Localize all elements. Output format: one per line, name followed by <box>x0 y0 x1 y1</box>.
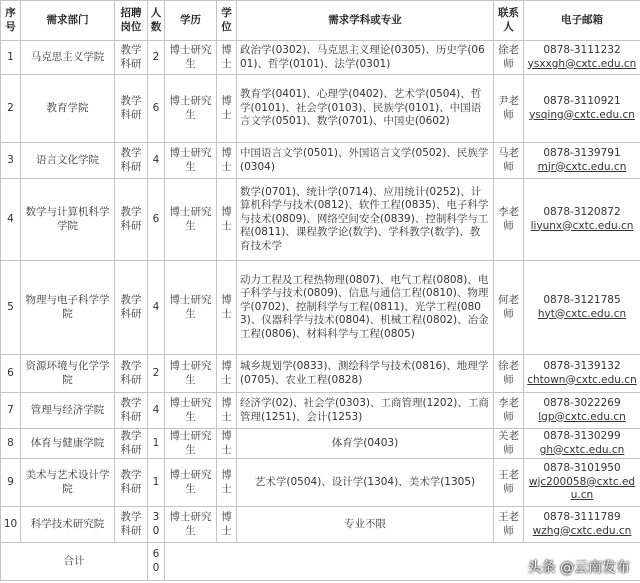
row-contact-info <box>524 179 640 261</box>
row-post: 教学科研 <box>115 459 148 507</box>
row-no: 6 <box>1 355 21 393</box>
header-row <box>1 1 640 41</box>
row-contact-info <box>524 143 640 179</box>
row-degree: 博士研究生 <box>165 393 217 429</box>
email-link[interactable]: ysxxgh@cxtc.edu.cn <box>527 57 637 70</box>
row-contact-info <box>524 355 640 393</box>
row-dept: 管理与经济学院 <box>21 393 115 429</box>
row-count: 6 <box>148 179 165 261</box>
row-post: 教学科研 <box>115 429 148 459</box>
row-degree: 博士研究生 <box>165 75 217 143</box>
row-level: 博士 <box>217 143 237 179</box>
phone: 0878-3111232 <box>543 44 621 56</box>
table-row <box>1 41 640 75</box>
row-level: 博士 <box>217 355 237 393</box>
row-no: 8 <box>1 429 21 459</box>
email-link[interactable]: wjc200058@cxtc.edu.cn <box>528 475 636 502</box>
row-post: 教学科研 <box>115 393 148 429</box>
email-link[interactable]: ysqing@cxtc.edu.cn <box>529 108 635 121</box>
table-row <box>1 261 640 355</box>
row-count: 30 <box>148 507 165 543</box>
row-post: 教学科研 <box>115 143 148 179</box>
row-post: 教学科研 <box>115 261 148 355</box>
row-count: 4 <box>148 261 165 355</box>
watermark-text: 头条 @云南发布 <box>527 560 630 576</box>
row-degree: 博士研究生 <box>165 459 217 507</box>
row-no: 1 <box>1 41 21 75</box>
header-dept: 需求部门 <box>21 1 115 41</box>
row-contact: 王老师 <box>494 459 524 507</box>
row-major: 动力工程及工程热物理(0807)、电气工程(0808)、电子科学与技术(0809)、信息与通信工程(0810)、物理学(0702)、控制科学与工程(0811)、光学工程(0803)、仪器科学与技术(0804)、机械工程(0802)、冶金工程(0806)、材料科学与工程(0805) <box>237 261 494 355</box>
phone: 0878-3120872 <box>543 206 621 218</box>
phone: 0878-3022269 <box>543 397 621 409</box>
row-level: 博士 <box>217 393 237 429</box>
phone: 0878-3139791 <box>543 147 621 159</box>
row-no: 7 <box>1 393 21 429</box>
phone: 0878-3139132 <box>543 360 621 372</box>
row-post: 教学科研 <box>115 179 148 261</box>
header-count: 人数 <box>148 1 165 41</box>
row-level: 博士 <box>217 41 237 75</box>
row-contact: 徐老师 <box>494 41 524 75</box>
row-major: 数学(0701)、统计学(0714)、应用统计(0252)、计算机科学与技术(0812)、软件工程(0835)、电子科学与技术(0809)、网络空间安全(0839)、控制科学与工程(0811)、课程教学论(数学)、学科教学(数学)、教育技术学 <box>237 179 494 261</box>
row-contact-info <box>524 75 640 143</box>
phone: 0878-3110921 <box>543 95 621 107</box>
header-email: 电子邮箱 <box>524 1 640 41</box>
row-contact-info <box>524 393 640 429</box>
row-post: 教学科研 <box>115 507 148 543</box>
row-no: 3 <box>1 143 21 179</box>
table-row <box>1 429 640 459</box>
row-no: 5 <box>1 261 21 355</box>
header-no: 序号 <box>1 1 21 41</box>
row-dept: 美术与艺术设计学院 <box>21 459 115 507</box>
row-major: 中国语言文学(0501)、外国语言文学(0502)、民族学(0304) <box>237 143 494 179</box>
row-dept: 语言文化学院 <box>21 143 115 179</box>
row-post: 教学科研 <box>115 41 148 75</box>
row-dept: 资源环境与化学学院 <box>21 355 115 393</box>
row-level: 博士 <box>217 75 237 143</box>
row-major: 城乡规划学(0833)、测绘科学与技术(0816)、地理学(0705)、农业工程(0828) <box>237 355 494 393</box>
row-count: 1 <box>148 459 165 507</box>
row-dept: 物理与电子科学学院 <box>21 261 115 355</box>
row-post: 教学科研 <box>115 355 148 393</box>
header-contact: 联系人 <box>494 1 524 41</box>
row-level: 博士 <box>217 507 237 543</box>
row-no: 4 <box>1 179 21 261</box>
row-major: 专业不限 <box>237 507 494 543</box>
row-contact: 李老师 <box>494 393 524 429</box>
row-contact: 关老师 <box>494 429 524 459</box>
row-level: 博士 <box>217 261 237 355</box>
row-contact-info <box>524 459 640 507</box>
total-label: 合计 <box>1 543 148 581</box>
row-dept: 体育与健康学院 <box>21 429 115 459</box>
row-contact: 尹老师 <box>494 75 524 143</box>
header-degree: 学历 <box>165 1 217 41</box>
row-no: 10 <box>1 507 21 543</box>
header-post: 招聘岗位 <box>115 1 148 41</box>
row-contact-info <box>524 261 640 355</box>
email-link[interactable]: lgp@cxtc.edu.cn <box>538 410 626 423</box>
table-row <box>1 393 640 429</box>
row-degree: 博士研究生 <box>165 179 217 261</box>
table-row <box>1 179 640 261</box>
row-count: 2 <box>148 355 165 393</box>
row-contact-info <box>524 507 640 543</box>
row-post: 教学科研 <box>115 75 148 143</box>
email-link[interactable]: mjr@cxtc.edu.cn <box>537 160 627 173</box>
row-major: 政治学(0302)、马克思主义理论(0305)、历史学(0601)、哲学(0101)、法学(0301) <box>237 41 494 75</box>
row-count: 6 <box>148 75 165 143</box>
row-major: 教育学(0401)、心理学(0402)、艺术学(0504)、哲学(0101)、社会学(0103)、民族学(0101)、中国语言文学(0501)、数学(0701)、中国史(0602) <box>237 75 494 143</box>
email-link[interactable]: liyunx@cxtc.edu.cn <box>530 219 634 232</box>
row-dept: 数学与计算机科学学院 <box>21 179 115 261</box>
row-dept: 科学技术研究院 <box>21 507 115 543</box>
email-link[interactable]: gh@cxtc.edu.cn <box>539 443 625 456</box>
row-level: 博士 <box>217 459 237 507</box>
row-level: 博士 <box>217 179 237 261</box>
table-row <box>1 143 640 179</box>
email-link[interactable]: wzhg@cxtc.edu.cn <box>532 524 632 537</box>
phone: 0878-3121785 <box>543 294 621 306</box>
row-contact-info <box>524 41 640 75</box>
row-degree: 博士研究生 <box>165 355 217 393</box>
table-row <box>1 459 640 507</box>
row-major: 经济学(02)、社会学(0303)、工商管理(1202)、工商管理(1251)、会计(1253) <box>237 393 494 429</box>
table-row <box>1 355 640 393</box>
row-contact: 徐老师 <box>494 355 524 393</box>
header-major: 需求学科或专业 <box>237 1 494 41</box>
row-degree: 博士研究生 <box>165 507 217 543</box>
row-major: 艺术学(0504)、设计学(1304)、美术学(1305) <box>237 459 494 507</box>
row-contact: 何老师 <box>494 261 524 355</box>
row-major: 体育学(0403) <box>237 429 494 459</box>
row-contact: 王老师 <box>494 507 524 543</box>
row-dept: 马克思主义学院 <box>21 41 115 75</box>
row-contact-info <box>524 429 640 459</box>
row-degree: 博士研究生 <box>165 41 217 75</box>
row-contact: 李老师 <box>494 179 524 261</box>
total-count: 60 <box>148 543 165 581</box>
table-row <box>1 507 640 543</box>
row-level: 博士 <box>217 429 237 459</box>
row-degree: 博士研究生 <box>165 143 217 179</box>
row-count: 4 <box>148 143 165 179</box>
row-count: 1 <box>148 429 165 459</box>
header-level: 学位 <box>217 1 237 41</box>
row-no: 2 <box>1 75 21 143</box>
phone: 0878-3111789 <box>543 511 621 523</box>
email-link[interactable]: hyt@cxtc.edu.cn <box>537 307 627 320</box>
row-contact: 马老师 <box>494 143 524 179</box>
row-no: 9 <box>1 459 21 507</box>
row-count: 4 <box>148 393 165 429</box>
table-row <box>1 75 640 143</box>
phone: 0878-3101950 <box>543 462 621 475</box>
row-degree: 博士研究生 <box>165 261 217 355</box>
email-link[interactable]: chtown@cxtc.edu.cn <box>527 373 637 386</box>
row-dept: 教育学院 <box>21 75 115 143</box>
phone: 0878-3130299 <box>543 430 621 442</box>
row-count: 2 <box>148 41 165 75</box>
row-degree: 博士研究生 <box>165 429 217 459</box>
